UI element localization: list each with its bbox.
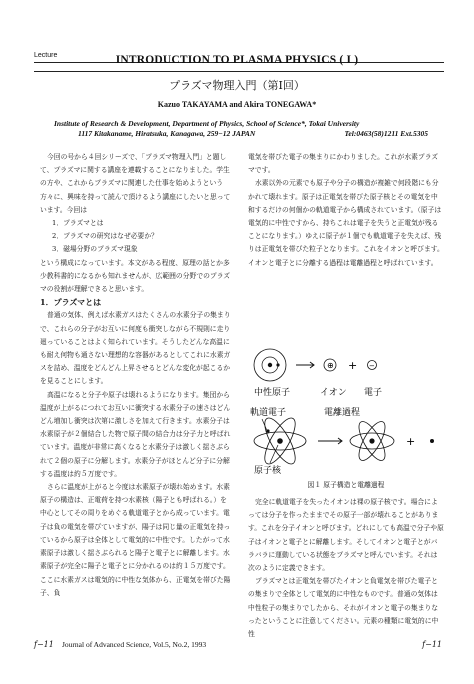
intro-tail: という構成になっています。本文がある程度、原理の話とか多少教科書的になるかも知れませんが、広範囲の分野でのプラズマの役割が理解できると思います。 [40,258,231,294]
svg-text:−: − [369,362,375,370]
authors: Kazuo TAKAYAMA and Akira TONEGAWA* [157,100,317,109]
label-ionization: 電離過程 [324,408,361,418]
list-item: 1．プラズマとは [52,219,104,228]
japanese-title: プラズマ物理入門（第Ⅰ回） [169,79,305,92]
paragraph: プラズマとは正電気を帯びたイオンと負電気を帯びた電子との集まりで全体として電気的に中性なものです。普通の気体は中性粒子の集まりでしたから、それがイオンと電子の集まりなったということに注意してください。元素の種類に電気的に中性 [248,577,439,639]
svg-text:+: + [406,435,416,448]
paragraph: 完全に軌道電子を失ったイオンは裸の原子核です。場合によっては分子を作ったままでその原子一部が壊れることがあります。これを分子イオンと呼びます。どれにしても高温で分子や原子はイオンと電子とに解離します。そしてイオンと電子とがバラバラに運動している状態をプラズマと呼んでいます。それは次のように定義できます。 [248,498,444,573]
title-rule [34,71,444,72]
paragraph: 電気を帯びた電子の集まりにかわりました。これが水素プラズマです。 [248,153,439,175]
article-title: INTRODUCTION TO PLASMA PHYSICS ( I ) [115,54,359,66]
right-column-lower [248,496,444,641]
right-column [248,151,444,270]
section-label: Lecture [34,52,58,59]
label-neutral-atom: 中性原子 [254,388,291,398]
paragraph: 水素以外の元素でも原子や分子の構造が複雑で何段階にも分かれて壊れます。原子は正電気を帯びた原子核とその電気を中和するだけの何個かの軌道電子から構成されています。（原子は電気的に中性ですから、持ちこれは電子を失うと正電気が残ることになります。）ゆえに原子が１個でも軌道電子を失えば、残りは正電気を帯びた粒子となります。これをイオンと呼びます。イオンと電子とに分離する過程は電離過程と呼ばれています。 [248,179,444,267]
address: 1117 Kitakaname, Hiratsuka, Kanagawa, 259−12 JAPAN [78,129,256,138]
ion-orbit-drawing [350,418,394,464]
label-nucleus: 原子核 [254,466,282,476]
free-electron-icon [430,439,434,443]
affiliation-line1: Institute of Research & Development, Department of Physics, School of Science*, Tokai University [54,119,360,128]
arrow-icon [318,438,342,444]
figure-caption: 図１ 原子構造と電離過程 [307,481,385,489]
label-electron: 電子 [364,388,383,398]
journal-name: Journal of Advanced Science, Vol.5, No.2, 1993 [62,640,207,649]
page-number-right: f−11 [422,640,442,649]
svg-text:⊕: ⊕ [327,361,334,370]
affiliation-line2 [78,129,438,138]
intro-paragraph: 今回の号から４回シリーズで、「プラズマ物理入門」と題して、プラズマに関する講座を連載することになりました。学生の方や、これからプラズマに関連した仕事を始めようという方々に、興味を持って読んで頂けるよう講座にしたいと思っています。今回は [40,153,231,214]
neutral-atom-drawing [254,349,286,381]
list-item: 2．プラズマの研究はなぜ必要か？ [52,232,158,241]
label-orbital-electron: 軌道電子 [250,408,287,418]
paragraph: さらに温度が上がると今度は水素原子が壊れ始めます。水素原子の構造は、正電荷を持つ水素核（陽子とも呼ばれる。）を中心としてその周りをめぐる軌道電子とから成っています。電子は負の電気を帯びていますが、陽子は同じ量の正電気を持っているから原子は全体として電気的に中性です。したがって水素原子は激しく揺さぶられると陽子と電子とに解離します。水素原子が完全に陽子と電子とに分かれるのは約１５万度です。ここに水素ガスは電気的に中性な気体から、正電気を帯びた陽子、負 [40,483,231,597]
label-ion: イオン [320,388,347,398]
section-heading: 1．プラズマとは [40,297,102,308]
page-number-left: f−11 [34,640,54,649]
left-column [40,151,232,600]
telephone: Tel:0463(58)1211 Ext.5305 [344,129,428,138]
svg-text:+: + [348,359,358,372]
atom-structure-figure [248,345,448,477]
arrow-icon [296,362,314,368]
list-item: 3．磁場分野のプラズマ現象 [52,245,138,254]
paragraph: 高温になると分子や原子は壊れるようになります。集団から温度が上がるにつれてお互いに衝突する水素分子の速さはどんどん増加し衝突は次第に激しさを加えて行きます。水素分子は水素原子が２個結合した物で原子間の結合力は分子力と呼ばれています。温度が非常に高くなると水素分子は激しく揺さぶられて２個の原子に分解します。水素分子がほとんど分子に分解する温度は約５万度です。 [40,390,231,478]
atom-orbit-drawing [254,414,306,468]
paragraph: 普通の気体、例えば水素ガスはたくさんの水素分子の集まりで、これらの分子がお互いに何度も衝突しながら不規則に走り廻っていることはよく知られています。そうしたどんな高温にも耐え何物も通さない理想的な容器があるとしてこれに水素ガスを詰め、温度をどんどん上昇させるとどんな変化が起こるかを見ることにします。 [40,311,231,386]
